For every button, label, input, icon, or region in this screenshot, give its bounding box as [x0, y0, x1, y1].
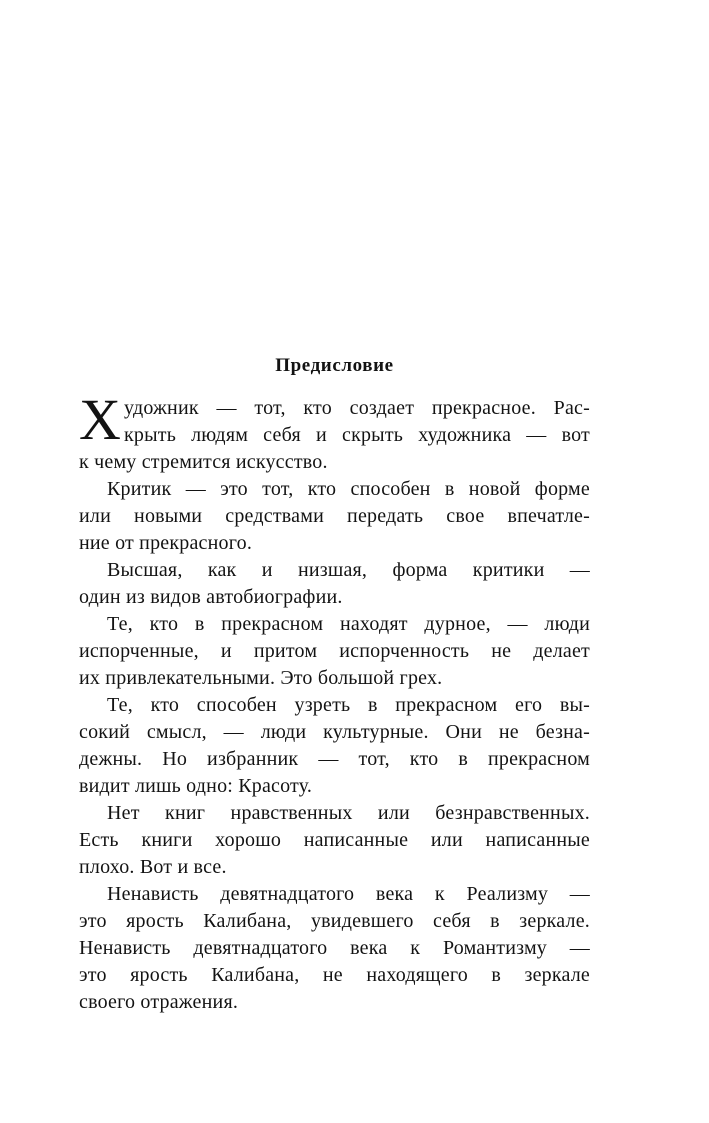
text-line: Ненависть девятнадцатого века к Реализму — [107, 883, 590, 905]
text-block [79, 387, 590, 1016]
text-line: их привлекательными. Это большой грех. [79, 667, 443, 689]
text-line: крыть людям себя и скрыть художника — вот [124, 424, 590, 446]
text-line: Ненависть девятнадцатого века к Романтизму — [79, 937, 590, 959]
text-line: дежны. Но избранник — тот, кто в прекрасном [79, 748, 590, 770]
text-line: один из видов автобиографии. [79, 586, 343, 608]
text-line: испорченные, и притом испорченность не делает [79, 640, 590, 662]
text-line: Высшая, как и низшая, форма критики — [107, 559, 590, 581]
paragraph [79, 557, 590, 611]
text-line: ние от прекрасного. [79, 532, 253, 554]
paragraph [79, 476, 590, 557]
text-line: Есть книги хорошо написанные или написанные [79, 829, 590, 851]
text-line: Те, кто способен узреть в прекрасном его вы- [107, 694, 590, 716]
text-line: видит лишь одно: Красоту. [79, 775, 313, 797]
text-line: или новыми средствами передать свое впечатле- [79, 505, 590, 527]
text-line: это ярость Калибана, увидевшего себя в зеркале. [79, 910, 590, 932]
text-line: удожник — тот, кто создает прекрасное. Рас- [124, 397, 590, 419]
text-line: к чему стремится искусство. [79, 451, 328, 473]
text-line: это ярость Калибана, не находящего в зеркале [79, 964, 590, 986]
paragraph [79, 387, 590, 476]
text-line: Нет книг нравственных или безнравственных. [107, 802, 590, 824]
page-content [79, 0, 590, 1016]
dropcap-letter: Х [79, 387, 122, 452]
paragraph [79, 611, 590, 692]
paragraph [79, 800, 590, 881]
text-line: своего отражения. [79, 991, 239, 1013]
chapter-title: Предисловие [275, 355, 394, 376]
text-line: Критик — это тот, кто способен в новой форме [107, 478, 590, 500]
text-line: сокий смысл, — люди культурные. Они не безна- [79, 721, 590, 743]
text-line: Те, кто в прекрасном находят дурное, — люди [107, 613, 590, 635]
text-line: плохо. Вот и все. [79, 856, 227, 878]
paragraph [79, 881, 590, 1016]
paragraph [79, 692, 590, 800]
